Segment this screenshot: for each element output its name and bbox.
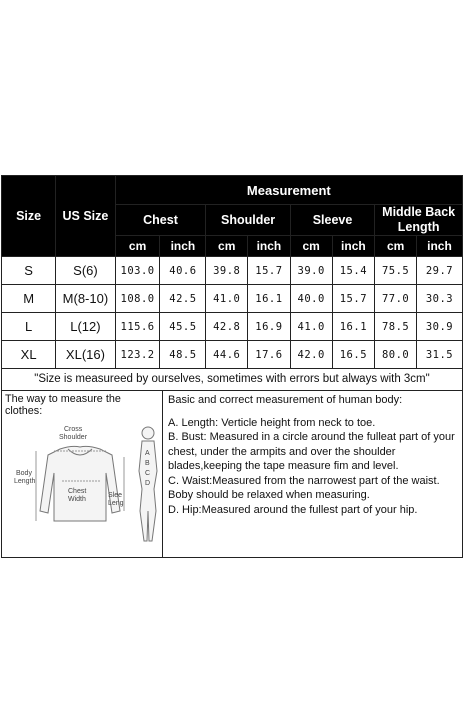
measurement-header: Measurement [115, 176, 462, 205]
value-cell: 44.6 [206, 341, 248, 369]
value-cell: 77.0 [375, 285, 417, 313]
value-cell: 15.4 [332, 257, 375, 285]
value-cell: 16.1 [248, 285, 291, 313]
table-row [2, 285, 463, 313]
cross-shoulder-label: Cross [64, 426, 83, 433]
body-guide-title: Basic and correct measurement of human body: [168, 394, 403, 406]
table-row [2, 313, 463, 341]
shoulder-header: Shoulder [206, 205, 290, 236]
size-cell: L [2, 313, 56, 341]
body-length-label: Body [16, 470, 32, 477]
table-row [2, 257, 463, 285]
us-size-cell: S(6) [56, 257, 115, 285]
value-cell: 16.5 [332, 341, 375, 369]
unit-header: inch [332, 236, 375, 257]
sleeve-length-label: Slee [108, 492, 123, 499]
value-cell: 31.5 [416, 341, 462, 369]
value-cell: 15.7 [332, 285, 375, 313]
value-cell: 80.0 [375, 341, 417, 369]
value-cell: 42.5 [160, 285, 206, 313]
value-cell: 41.0 [206, 285, 248, 313]
size-table [1, 175, 463, 369]
sleeve-header: Sleeve [290, 205, 374, 236]
body-point-label: D [145, 480, 151, 487]
size-cell: XL [2, 341, 56, 369]
definition-bust: B. Bust: Measured in a circle around the fulleat part of your chest, under the armpits and over the shoulder blades,keeping the tape measure fim and level. [168, 431, 455, 472]
sleeve-length-label: Leng [108, 500, 124, 507]
body-point-label: A [145, 450, 150, 457]
body-measure-pane [163, 391, 462, 557]
value-cell: 29.7 [416, 257, 462, 285]
garment-measure-pane [2, 391, 163, 557]
value-cell: 78.5 [375, 313, 417, 341]
value-cell: 42.0 [290, 341, 332, 369]
unit-header: cm [206, 236, 248, 257]
body-length-label: Length [14, 478, 36, 485]
us-size-cell: M(8-10) [56, 285, 115, 313]
value-cell: 123.2 [115, 341, 160, 369]
value-cell: 45.5 [160, 313, 206, 341]
body-point-label: B [145, 460, 150, 467]
value-cell: 115.6 [115, 313, 160, 341]
value-cell: 40.0 [290, 285, 332, 313]
size-cell: M [2, 285, 56, 313]
chest-width-label: Chest [68, 488, 87, 495]
size-chart [1, 175, 463, 558]
value-cell: 16.1 [332, 313, 375, 341]
measuring-guide [1, 391, 463, 558]
us-size-header: US Size [56, 176, 115, 257]
unit-header: cm [290, 236, 332, 257]
value-cell: 39.0 [290, 257, 332, 285]
us-size-cell: L(12) [56, 313, 115, 341]
definition-hip: D. Hip:Measured around the fullest part of your hip. [168, 503, 418, 516]
value-cell: 75.5 [375, 257, 417, 285]
cross-shoulder-label: Shoulder [59, 434, 88, 441]
value-cell: 48.5 [160, 341, 206, 369]
value-cell: 16.9 [248, 313, 291, 341]
size-header: Size [2, 176, 56, 257]
value-cell: 40.6 [160, 257, 206, 285]
value-cell: 30.3 [416, 285, 462, 313]
unit-header: cm [375, 236, 417, 257]
unit-header: inch [160, 236, 206, 257]
sweater-diagram-icon [36, 446, 124, 521]
definition-length: A. Length: Verticle height from neck to toe. [168, 416, 376, 429]
unit-header: inch [248, 236, 291, 257]
garment-guide-title: The way to measure the clothes: [5, 393, 121, 417]
value-cell: 41.0 [290, 313, 332, 341]
middle-back-length-header: Middle Back Length [375, 205, 463, 236]
measurement-note: "Size is measureed by ourselves, sometimes with errors but always with 3cm" [1, 369, 463, 391]
unit-header: cm [115, 236, 160, 257]
body-point-label: C [145, 470, 151, 477]
size-cell: S [2, 257, 56, 285]
value-cell: 30.9 [416, 313, 462, 341]
us-size-cell: XL(16) [56, 341, 115, 369]
chest-width-label: Width [68, 496, 86, 503]
value-cell: 108.0 [115, 285, 160, 313]
unit-header: inch [416, 236, 462, 257]
value-cell: 42.8 [206, 313, 248, 341]
chest-header: Chest [115, 205, 206, 236]
value-cell: 103.0 [115, 257, 160, 285]
value-cell: 39.8 [206, 257, 248, 285]
table-row [2, 341, 463, 369]
measurement-illustration [2, 411, 160, 551]
value-cell: 17.6 [248, 341, 291, 369]
definition-waist: C. Waist:Measured from the narrowest part of the waist. Boby should be relaxed when measuring. [168, 474, 440, 501]
value-cell: 15.7 [248, 257, 291, 285]
